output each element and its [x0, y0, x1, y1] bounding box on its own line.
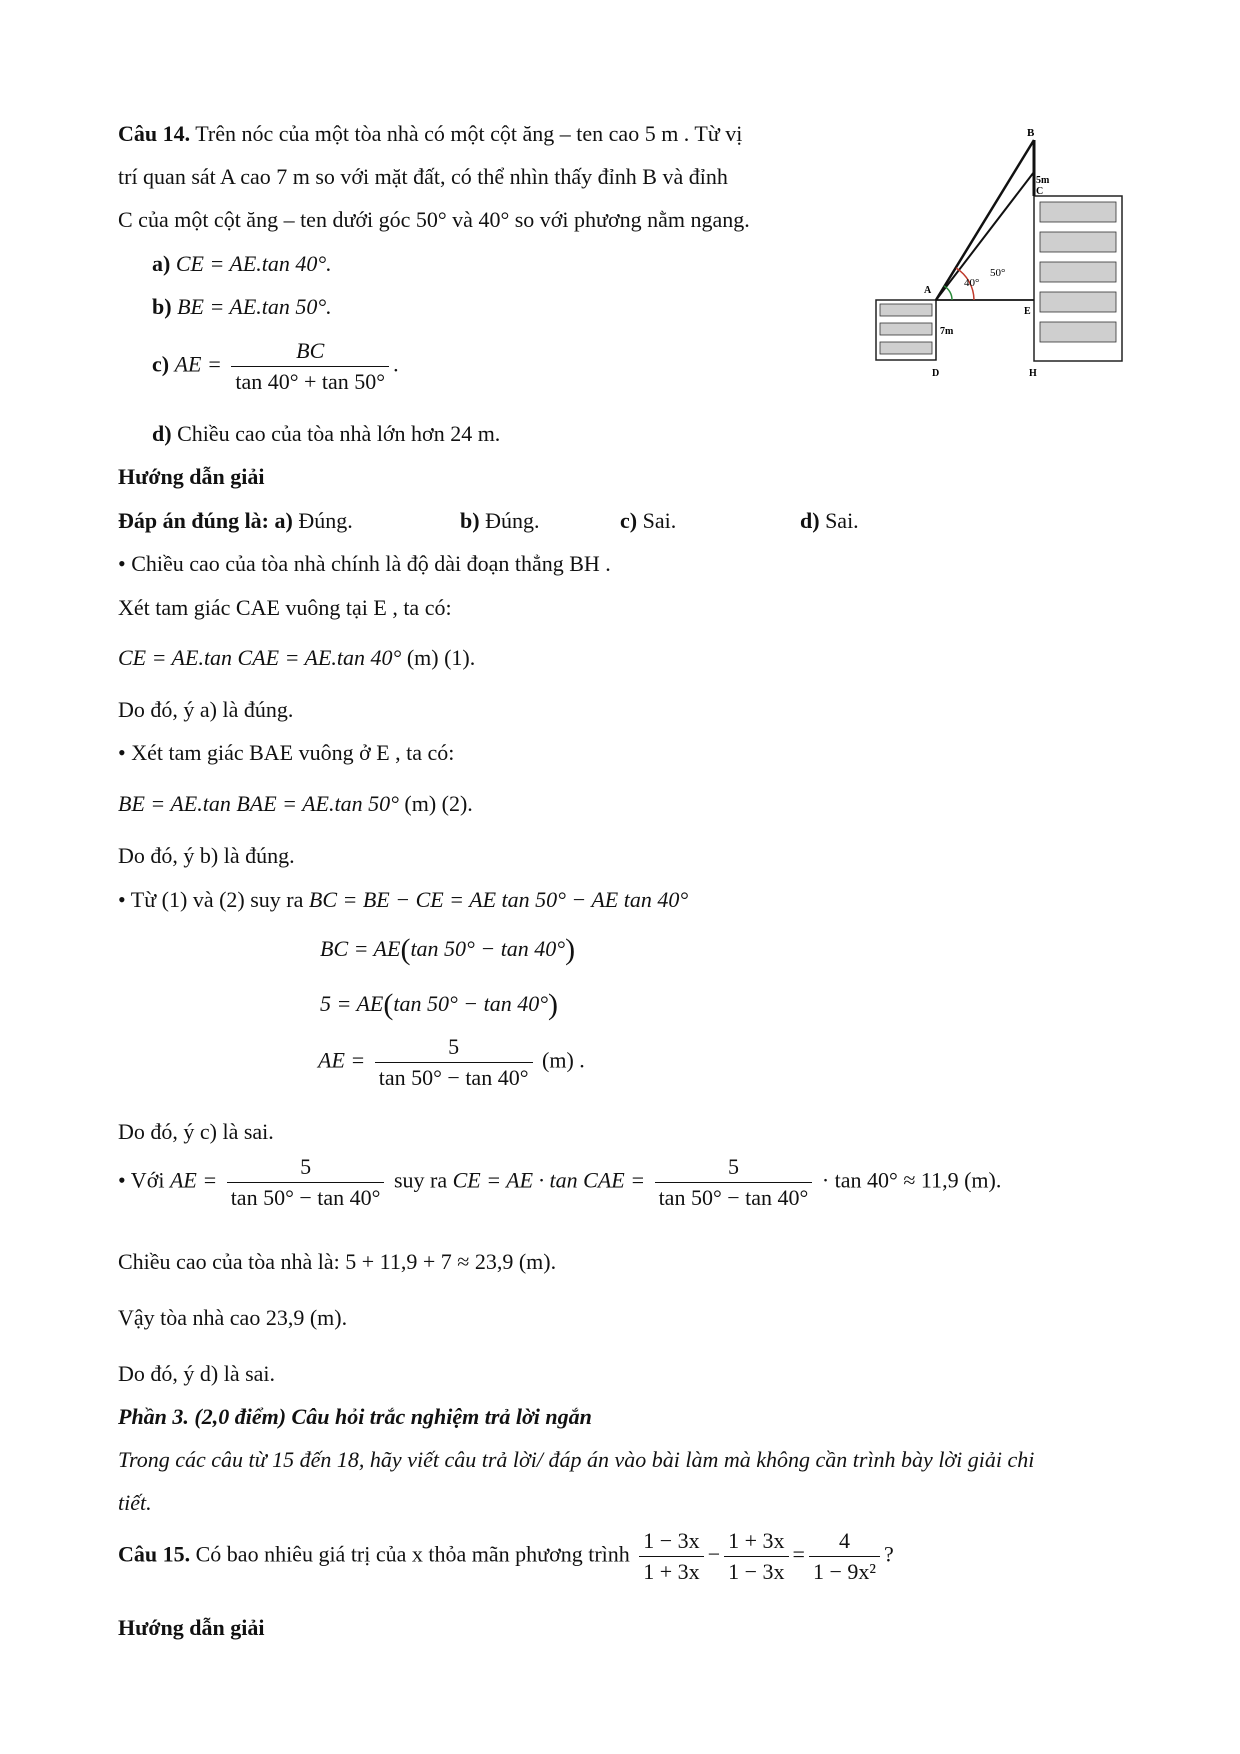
- option-a-label: a): [152, 251, 171, 276]
- solution-line-16: Do đó, ý d) là sai.: [118, 1361, 276, 1386]
- equation-ref-1: (1).: [444, 645, 476, 670]
- equation-CE-2-lhs: CE = AE · tan CAE =: [452, 1167, 646, 1193]
- answer-d: Sai.: [825, 508, 859, 533]
- unit-m: (m): [404, 791, 437, 816]
- option-c-denominator: tan 40° + tan 50°: [231, 366, 389, 397]
- q14-stem3: C của một cột ăng – ten dưới góc 50° và 40° so với phương nằm ngang.: [118, 207, 750, 232]
- small-building: [876, 300, 936, 360]
- solution-line-14: [118, 1248, 556, 1276]
- equation-AE-lhs-2: AE =: [169, 1167, 218, 1193]
- solution-line-5: • Xét tam giác BAE vuông ở E , ta có:: [118, 740, 455, 765]
- solution-line-6: [118, 790, 473, 818]
- equation-ref-2: (2).: [441, 791, 473, 816]
- answer-b-label: b): [460, 508, 480, 533]
- option-c-end: .: [393, 351, 399, 377]
- fraction-denominator: 1 − 9x²: [809, 1556, 880, 1587]
- solution-line-7: Do đó, ý b) là đúng.: [118, 843, 295, 868]
- equation-AE-fraction: [375, 1032, 533, 1093]
- equation-CE-2-rhs: · tan 40° ≈ 11,9: [821, 1167, 959, 1193]
- fraction-denominator: 1 − 3x: [724, 1556, 788, 1587]
- solution-line-11: [318, 1032, 585, 1093]
- answer-c-label: c): [620, 508, 638, 533]
- option-a-text: CE = AE.tan 40°.: [175, 251, 332, 276]
- solution-line-10: 5 = AE(tan 50° − tan 40°): [320, 988, 558, 1021]
- q15-stem: [118, 1526, 894, 1587]
- building-height-sum: 5 + 11,9 + 7 ≈ 23,9: [345, 1249, 514, 1274]
- label-angle-40: 40°: [964, 277, 980, 289]
- label-7m: 7m: [940, 326, 954, 337]
- q14-stem-line1: [118, 120, 742, 148]
- equation-5-rhs: tan 50° − tan 40°: [393, 991, 548, 1016]
- option-d-text: Chiều cao của tòa nhà lớn hơn 24 m.: [177, 421, 501, 446]
- fraction-numerator: 5: [727, 1154, 739, 1179]
- q14-option-c: [152, 336, 399, 397]
- option-c-lhs: AE =: [174, 351, 222, 377]
- label-C: C: [1036, 186, 1044, 197]
- solution-line-3: [118, 644, 475, 672]
- answer-d-label: d): [800, 508, 820, 533]
- fraction-numerator: 4: [838, 1528, 850, 1553]
- fraction-denominator: tan 50° − tan 40°: [227, 1182, 385, 1213]
- q14-option-a: [152, 250, 332, 278]
- sight-line-AC: [936, 172, 1034, 300]
- sight-line-AB: [936, 140, 1034, 300]
- option-c-label: c): [152, 351, 170, 377]
- q14-option-d: [152, 420, 500, 448]
- fraction-denominator: tan 50° − tan 40°: [375, 1062, 533, 1093]
- conclusion-value: 23,9: [265, 1305, 305, 1330]
- answer-label: Đáp án đúng là:: [118, 508, 270, 533]
- unit-m: (m).: [518, 1249, 557, 1274]
- building-height-text: Chiều cao của tòa nhà là:: [118, 1249, 340, 1274]
- solution-line-15: [118, 1304, 347, 1332]
- equation-5-lhs: 5 = AE: [320, 991, 384, 1016]
- solution-line-1: • Chiều cao của tòa nhà chính là độ dài đoạn thẳng BH .: [118, 551, 611, 576]
- answer-a-label: a): [274, 508, 293, 533]
- solution-line-9: BC = AE(tan 50° − tan 40°): [320, 933, 576, 966]
- q15-stem-text: Có bao nhiêu giá trị của x thỏa mãn phương trình: [195, 1541, 630, 1567]
- fraction-numerator: 5: [300, 1154, 312, 1179]
- answer-b: Đúng.: [485, 508, 540, 533]
- q15-fraction-1: [639, 1526, 703, 1587]
- unit-m: (m) .: [542, 1047, 585, 1073]
- fraction-numerator: 5: [448, 1034, 460, 1059]
- label-H: H: [1029, 368, 1037, 379]
- q14-stem2: trí quan sát A cao 7 m so với mặt đất, có thể nhìn thấy đỉnh B và đỉnh: [118, 164, 728, 189]
- option-c-fraction: [231, 336, 389, 397]
- q14-title: Câu 14.: [118, 121, 191, 146]
- question-mark: ?: [883, 1541, 894, 1567]
- equation-BC-2-rhs: tan 50° − tan 40°: [410, 936, 566, 961]
- solution-line-8: [118, 886, 688, 914]
- solution-line-12: Do đó, ý c) là sai.: [118, 1119, 274, 1144]
- solution14-heading: Hướng dẫn giải: [118, 464, 265, 489]
- suy-ra-text: suy ra: [393, 1167, 448, 1193]
- equation-BC-2-lhs: BC = AE: [320, 936, 401, 961]
- q14-option-b: [152, 293, 332, 321]
- fraction-CE-2: [655, 1152, 813, 1213]
- unit-m: (m).: [309, 1305, 348, 1330]
- unit-m: (m).: [964, 1167, 1002, 1193]
- fraction-denominator: 1 + 3x: [639, 1556, 703, 1587]
- option-c-numerator: BC: [296, 338, 325, 363]
- minus-sign: −: [707, 1541, 721, 1567]
- label-A: A: [924, 285, 932, 296]
- q15-fraction-2: [724, 1526, 788, 1587]
- conclusion-text: Vậy tòa nhà cao: [118, 1305, 261, 1330]
- part3-instruction-1: Trong các câu từ 15 đến 18, hãy viết câu trả lời/ đáp án vào bài làm mà không cần trình bày lời giải chi: [118, 1447, 1035, 1472]
- equals-sign: =: [792, 1541, 805, 1567]
- solution-line-2: Xét tam giác CAE vuông tại E , ta có:: [118, 595, 452, 620]
- part3-heading: Phần 3. (2,0 điểm) Câu hỏi trắc nghiệm trả lời ngắn: [118, 1404, 592, 1429]
- fraction-numerator: 1 − 3x: [643, 1528, 700, 1553]
- from-1-2-text: • Từ (1) và (2) suy ra: [118, 887, 304, 912]
- label-angle-50: 50°: [990, 267, 1006, 279]
- option-d-label: d): [152, 421, 172, 446]
- option-b-label: b): [152, 294, 172, 319]
- answer-c: Sai.: [642, 508, 677, 533]
- q14-stem1: Trên nóc của một tòa nhà có một cột ăng – ten cao 5 m . Từ vị: [195, 121, 743, 146]
- tall-building: [1034, 196, 1122, 361]
- answer-b-group: [460, 507, 539, 535]
- equation-BC-1: BC = BE − CE = AE tan 50° − AE tan 40°: [308, 887, 689, 912]
- unit-m: (m): [406, 645, 439, 670]
- equation-BE: BE = AE.tan BAE = AE.tan 50°: [118, 791, 399, 816]
- solution-line-13: [118, 1152, 1001, 1213]
- part3-instruction-2: tiết.: [118, 1490, 152, 1515]
- option-b-text: BE = AE.tan 50°.: [177, 294, 332, 319]
- label-B: B: [1027, 128, 1035, 139]
- answer-key: [118, 507, 353, 535]
- fraction-AE-2: [227, 1152, 385, 1213]
- answer-d-group: [800, 507, 859, 535]
- q15-title: Câu 15.: [118, 1541, 191, 1567]
- label-D: D: [932, 368, 940, 379]
- with-text: • Với: [118, 1167, 165, 1193]
- q15-fraction-3: [809, 1526, 880, 1587]
- answer-a: Đúng.: [298, 508, 353, 533]
- equation-CE: CE = AE.tan CAE = AE.tan 40°: [118, 645, 402, 670]
- building-antenna-figure: [872, 128, 1127, 388]
- equation-AE-lhs: AE =: [318, 1047, 366, 1073]
- label-E: E: [1024, 306, 1031, 317]
- q15-solution-heading: Hướng dẫn giải: [118, 1615, 265, 1640]
- fraction-denominator: tan 50° − tan 40°: [655, 1182, 813, 1213]
- solution-line-4: Do đó, ý a) là đúng.: [118, 697, 294, 722]
- label-5m: 5m: [1036, 175, 1050, 186]
- answer-c-group: [620, 507, 676, 535]
- fraction-numerator: 1 + 3x: [728, 1528, 785, 1553]
